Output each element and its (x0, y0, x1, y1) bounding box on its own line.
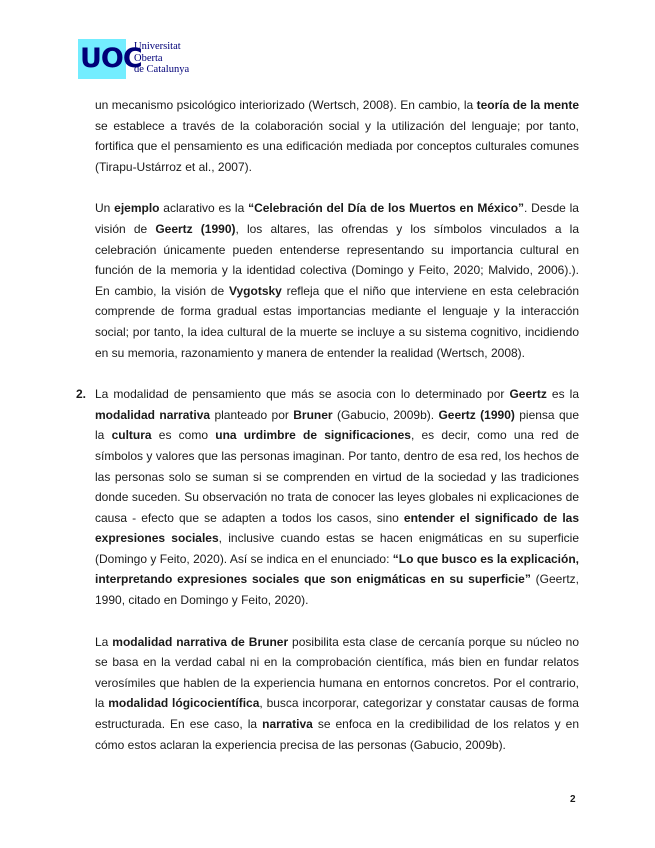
paragraph-theory-of-mind: un mecanismo psicológico interiorizado (Wertsch, 2008). En cambio, la teoría de la mente se establece a través de la colaboración social y la utilización del lenguaje; por tanto, fortifica que el pensamiento es una edificación mediada por conceptos culturales comunes (Tirapu-Ustárroz et al., 2007). (95, 98, 579, 174)
list-item-2 (76, 384, 580, 611)
list-item-number: 2. (76, 387, 87, 402)
paragraph-example-day-of-dead: Un ejemplo aclarativo es la “Celebración del Día de los Muertos en México”. Desde la visión de Geertz (1990), los altares, las ofrendas y los símbolos vinculados a la celebración únicamente pueden entenderse representando su importancia cultural en función de la memoria y la identidad colectiva (Domingo y Feito, 2020; Malvido, 2006).). En cambio, la visión de Vygotsky refleja que el niño que interviene en esta celebración comprende de forma gradual estas importancias mediante el lenguaje y la interacción social; por tanto, la idea cultural de la muerte se incluye a su sistema cognitivo, incidiendo en su memoria, razonamiento y manera de entender la realidad (Wertsch, 2008). (95, 201, 580, 360)
document-body (76, 95, 580, 755)
paragraph-narrative-modality: La modalidad de pensamiento que más se asocia con lo determinado por Geertz es la modalidad narrativa planteado por Bruner (Gabucio, 2009b). Geertz (1990) piensa que la cultura es como una urdimbre de significaciones, es decir, como una red de símbolos y valores que las personas imaginan. Por tanto, dentro de esa red, los hechos de las personas solo se suman si se comprenden en virtud de la sociedad y las tradiciones donde suceden. Su observación no trata de conocer las leyes globales ni explicaciones de causa - efecto que se adapten a todos los casos, sino entender el significado de las expresiones sociales, inclusive cuando estas se hacen enigmáticas en su superficie (Domingo y Feito, 2020). Así se indica en el enunciado: “Lo que busco es la explicación, interpretando expresiones sociales que son enigmáticas en su superficie” (Geertz, 1990, citado en Domingo y Feito, 2020). (95, 387, 580, 608)
logo-line-1: Universitat (134, 41, 181, 52)
uoc-logo-wordmark (134, 41, 189, 76)
logo-line-2: Oberta (134, 52, 163, 64)
uoc-logo-mark (78, 39, 142, 79)
logo-line-3: de Catalunya (134, 64, 190, 75)
page-number: 2 (570, 794, 576, 805)
uoc-logo (78, 39, 218, 79)
uoc-logo-letters: UOC (80, 43, 142, 74)
paragraph-bruner-narrative: La modalidad narrativa de Bruner posibilita esta clase de cercanía porque su núcleo no se basa en la verdad cabal ni en la comprobación científica, más bien en fundar relatos verosímiles que hablen de la experiencia humana en entornos concretos. Por el contrario, la modalidad lógicocientífica, busca incorporar, categorizar y constatar causas de forma estructurada. En ese caso, la narrativa se enfoca en la credibilidad de los relatos y en cómo estos aclaran la experiencia precisa de las personas (Gabucio, 2009b). (95, 634, 580, 752)
